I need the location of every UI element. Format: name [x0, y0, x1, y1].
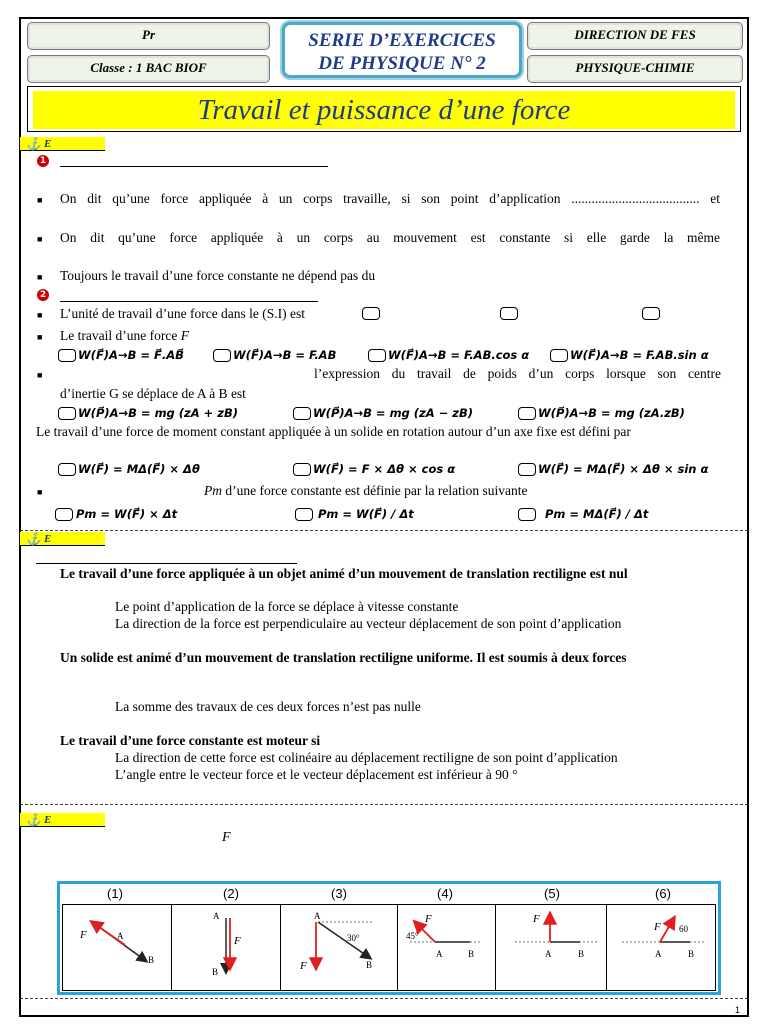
figure-label-4: (4) [437, 886, 453, 901]
question-6a: l’expression du travail de poids d’un corps lorsque son centre [314, 366, 721, 381]
point-label-a-6: A [655, 949, 662, 959]
page-number: 1 [735, 1005, 741, 1015]
header-teacher: Pr [142, 27, 155, 42]
question-2: On dit qu’une force appliquée à un corps au mouvement est constante si elle garde la même [60, 230, 720, 245]
point-label-b-5: B [578, 949, 585, 959]
bullet-icon: ■ [37, 487, 43, 497]
formula-q6-3: W(P⃗)A→B = mg (zA.zB) [538, 406, 685, 420]
figure-label-3: (3) [331, 886, 347, 901]
formula-q6-1: W(P⃗)A→B = mg (zA + zB) [78, 406, 238, 420]
formula-q5-2: W(F⃗)A→B = F.AB [233, 348, 337, 362]
point-label-a-5: A [545, 949, 552, 959]
bullet-icon: ■ [37, 195, 43, 205]
question-6b: d’inertie G se déplace de A à B est [60, 386, 246, 401]
bullet-icon: ■ [37, 370, 43, 380]
statement-2: Un solide est animé d’un mouvement de translation rectiligne uniforme. Il est soumis à deux forces [60, 650, 627, 665]
figure-label-1: (1) [107, 886, 123, 901]
statement-3b: L’angle entre le vecteur force et le vecteur déplacement est inférieur à 90 ° [115, 767, 518, 782]
figure-label-2: (2) [223, 886, 239, 901]
force-vector-symbol: F⃗ [180, 328, 200, 343]
point-label-a-3: A [314, 911, 321, 921]
statement-1b: La direction de la force est perpendiculaire au vecteur déplacement de son point d’application [115, 616, 622, 631]
anchor-icon: ⚓ [26, 137, 41, 151]
statement-1a: Le point d’application de la force se déplace à vitesse constante [115, 599, 459, 614]
angle-label-4: 45° [406, 931, 419, 941]
formula-q5-1: W(F⃗)A→B = F⃗.AB⃗ [78, 348, 184, 362]
question-4: L’unité de travail d’une force dans le (S.I) est [60, 306, 306, 321]
statement-2a: La somme des travaux de ces deux forces n’est pas nulle [115, 699, 421, 714]
series-title-line2: DE PHYSIQUE N° 2 [318, 53, 486, 74]
statement-1: Le travail d’une force appliquée à un objet animé d’un mouvement de translation rectiligne est nul [60, 566, 628, 581]
figure-label-6: (6) [655, 886, 671, 901]
force-label-5: F [533, 913, 540, 925]
bullet-icon: ■ [37, 272, 43, 282]
header-subject: PHYSIQUE-CHIMIE [575, 60, 695, 75]
point-label-b-1: B [148, 955, 155, 965]
force-label-6: F [654, 921, 661, 933]
statement-3a: La direction de cette force est colinéaire au déplacement rectiligne de son point d’application [115, 750, 618, 765]
header-direction: DIRECTION DE FES [574, 27, 696, 42]
displacement-arrow-3 [318, 922, 370, 958]
formula-q8-2: Pm = W(F⃗) / Δt [318, 507, 414, 521]
point-label-a-2: A [213, 911, 220, 921]
point-label-a-1: A [117, 931, 124, 941]
point-label-b-4: B [468, 949, 475, 959]
angle-label-6: 60 [679, 924, 688, 934]
formula-q7-1: W(F⃗) = MΔ(F⃗) × Δθ [78, 462, 200, 476]
bullet-icon: ■ [37, 332, 43, 342]
formula-q5-3: W(F⃗)A→B = F.AB.cos α [388, 348, 530, 362]
formula-q8-1: Pm = W(F⃗) × Δt [76, 507, 178, 521]
question-3: Toujours le travail d’une force constante ne dépend pas du [60, 268, 376, 283]
angle-label-3: 30° [347, 933, 360, 943]
series-title-line1: SERIE D’EXERCICES [308, 30, 496, 51]
section-divider-3 [20, 998, 748, 999]
figure-label-5: (5) [544, 886, 560, 901]
question-1: On dit qu’une force appliquée à un corps travaille, si son point d’application ...................................... et [60, 191, 720, 206]
section-tag-1: ⚓ E [20, 137, 105, 151]
formula-q5-4: W(F⃗)A→B = F.AB.sin α [570, 348, 709, 362]
section-tag-2: ⚓ E [20, 532, 105, 546]
force-label-2: F [234, 935, 241, 947]
formula-q7-2: W(F⃗) = F × Δθ × cos α [313, 462, 456, 476]
pm-symbol: Pm [204, 483, 222, 498]
anchor-icon: ⚓ [26, 813, 41, 827]
number-badge-1: 1 [37, 155, 49, 167]
force-label-4: F [425, 913, 432, 925]
statement-3: Le travail d’une force constante est moteur si [60, 733, 321, 748]
point-label-a-4: A [436, 949, 443, 959]
force-arrow-6 [660, 918, 674, 942]
bullet-icon: ■ [37, 310, 43, 320]
banner-title: Travail et puissance d’une force [33, 91, 735, 129]
bullet-icon: ■ [37, 234, 43, 244]
point-label-b-2: B [212, 967, 219, 977]
point-label-b-6: B [688, 949, 695, 959]
formula-q6-2: W(P⃗)A→B = mg (zA − zB) [313, 406, 473, 420]
header-classe: Classe : 1 BAC BIOF [90, 60, 207, 75]
formula-q8-3: Pm = MΔ(F⃗) / Δt [545, 507, 649, 521]
point-label-b-3: B [366, 960, 373, 970]
question-5: Le travail d’une force F⃗ [60, 328, 200, 343]
number-badge-2: 2 [37, 289, 49, 301]
force-label-3: F [300, 960, 307, 972]
formula-q7-3: W(F⃗) = MΔ(F⃗) × Δθ × sin α [538, 462, 709, 476]
force-label-1: F [80, 929, 87, 941]
force-vector-label: F⃗ [222, 830, 242, 845]
question-8: Pm d’une force constante est définie par la relation suivante [204, 483, 528, 498]
anchor-icon: ⚓ [26, 532, 41, 546]
section-tag-3: ⚓ E [20, 813, 105, 827]
question-7: Le travail d’une force de moment constant appliquée à un solide en rotation autour d’un axe fixe est défini par [36, 424, 631, 439]
